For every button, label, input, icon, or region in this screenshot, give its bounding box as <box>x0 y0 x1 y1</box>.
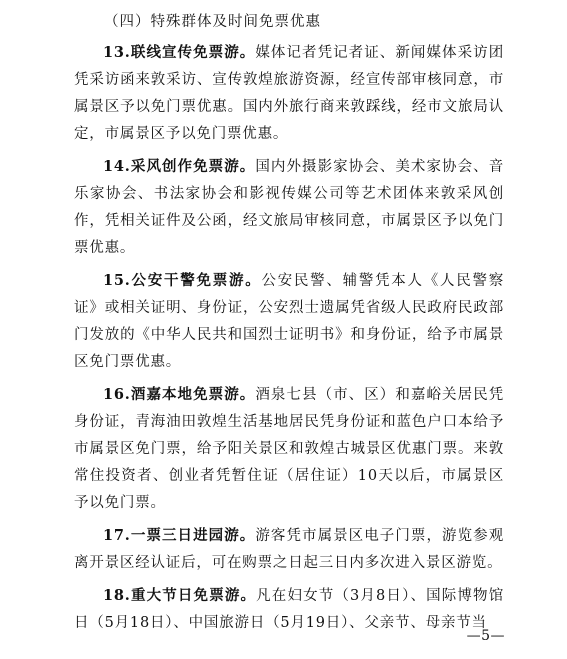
paragraph-heading: 17.一票三日进园游。 <box>103 527 256 544</box>
paragraph-16 <box>74 381 504 517</box>
paragraph-14 <box>74 153 504 262</box>
paragraph-body: 媒体记者凭记者证、新闻媒体采访团凭采访函来敦采访、宣传敦煌旅游资源，经宣传部审核同意，市属景区予以免门票优惠。国内外旅行商来敦踩线，经市文旅局认定，市属景区予以免门票优惠。 <box>74 45 504 142</box>
paragraph-heading: 16.酒嘉本地免票游。 <box>103 386 256 403</box>
paragraph-body: 公安民警、辅警凭本人《人民警察证》或相关证明、身份证，公安烈士遗属凭省级人民政府民政部门发放的《中华人民共和国烈士证明书》和身份证，给予市属景区免门票优惠。 <box>74 273 505 370</box>
paragraph-heading: 14.采风创作免票游。 <box>103 158 256 175</box>
paragraph-heading: 15.公安干警免票游。 <box>103 272 262 289</box>
paragraph-body: 酒泉七县（市、区）和嘉峪关居民凭身份证，青海油田敦煌生活基地居民凭身份证和蓝色户口本给予市属景区免门票，给予阳关景区和敦煌古城景区优惠门票。来敦常住投资者、创业者凭暂住证（居住证）10天以后，市属景区予以免门票。 <box>74 387 504 511</box>
paragraph-heading: 13.联线宣传免票游。 <box>103 44 256 61</box>
page-number: —5— <box>466 628 505 644</box>
section-title: （四）特殊群体及时间免票优惠 <box>104 14 321 30</box>
document-page <box>74 10 504 642</box>
paragraph-15 <box>74 267 504 376</box>
paragraph-18 <box>74 582 504 637</box>
paragraph-heading: 18.重大节日免票游。 <box>103 587 257 604</box>
paragraph-13 <box>74 39 504 148</box>
paragraph-body: 国内外摄影家协会、美术家协会、音乐家协会、书法家协会和影视传媒公司等艺术团体来敦采风创作，凭相关证件及公函，经文旅局审核同意，市属景区予以免门票优惠。 <box>74 159 504 256</box>
paragraph-body: 游客凭市属景区电子门票，游览参观离开景区经认证后，可在购票之日起三日内多次进入景区游览。 <box>74 528 504 571</box>
paragraph-17 <box>74 522 504 577</box>
paragraph-body: 凡在妇女节（3月8日）、国际博物馆日（5月18日）、中国旅游日（5月19日）、父亲节、母亲节当 <box>74 588 504 631</box>
